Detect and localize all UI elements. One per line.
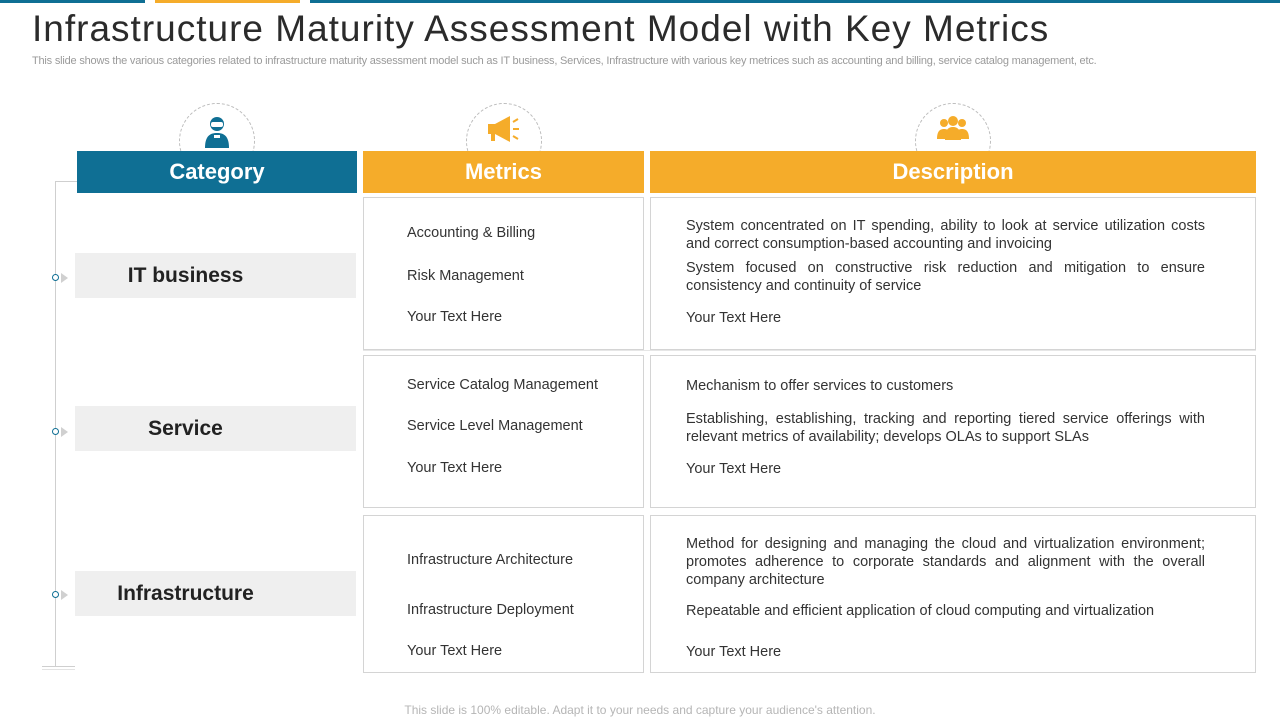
metric-item: Risk Management — [407, 268, 524, 284]
top-accent-bar-middle — [155, 0, 300, 3]
metric-item: Infrastructure Deployment — [407, 602, 574, 618]
timeline-top-connector — [55, 181, 77, 182]
people-group-icon — [936, 114, 970, 144]
description-item: Your Text Here — [686, 644, 782, 660]
metric-item: Your Text Here — [407, 643, 503, 659]
header-metrics: Metrics — [363, 151, 644, 193]
row-separator — [363, 350, 1256, 351]
megaphone-icon — [486, 114, 522, 144]
timeline-base-shadow — [42, 669, 75, 670]
description-item: System concentrated on IT spending, ability to look at service utilization costs and correct consumption-based accounting and invoicing — [686, 218, 1205, 252]
metric-item: Accounting & Billing — [407, 225, 536, 241]
description-item: Your Text Here — [686, 461, 782, 477]
metric-item: Service Catalog Management — [407, 377, 599, 393]
category-service: Service — [75, 406, 356, 451]
page-title: Infrastructure Maturity Assessment Model with Key Metrics — [32, 8, 1050, 49]
header-description: Description — [650, 151, 1256, 193]
timeline-arrow — [61, 427, 68, 437]
timeline-arrow — [61, 590, 68, 600]
category-it-business: IT business — [75, 253, 356, 298]
description-item: Mechanism to offer services to customers — [686, 378, 954, 394]
category-infrastructure: Infrastructure — [75, 571, 356, 616]
timeline-arrow — [61, 273, 68, 283]
page-subtitle: This slide shows the various categories related to infrastructure maturity assessment model such as IT business, Services, Infrastructure with various key metrices such as accounting and billing, service catalog management, etc. — [32, 55, 1097, 67]
footer-note: This slide is 100% editable. Adapt it to your needs and capture your audience's attention. — [404, 703, 876, 717]
timeline-dot — [52, 274, 59, 281]
description-item: Your Text Here — [686, 310, 782, 326]
description-item: System focused on constructive risk reduction and mitigation to ensure consistency and continuity of service — [686, 260, 1205, 294]
person-icon — [203, 114, 231, 148]
metric-item: Service Level Management — [407, 418, 583, 434]
top-accent-bar-right — [310, 0, 1280, 3]
timeline-dot — [52, 591, 59, 598]
metric-item: Your Text Here — [407, 309, 503, 325]
description-item: Repeatable and efficient application of cloud computing and virtualization — [686, 603, 1155, 619]
metric-item: Your Text Here — [407, 460, 503, 476]
description-item: Method for designing and managing the cloud and virtualization environment; promotes adherence to corporate standards and alignment with the overall company architecture — [686, 536, 1205, 588]
timeline-base — [42, 666, 75, 667]
header-category: Category — [77, 151, 357, 193]
top-accent-bar-left — [0, 0, 145, 3]
timeline-dot — [52, 428, 59, 435]
metric-item: Infrastructure Architecture — [407, 552, 574, 568]
description-item: Establishing, establishing, tracking and reporting tiered service offerings with relevant metrics of availability; develops OLAs to support SLAs — [686, 411, 1205, 445]
metrics-box-infrastructure — [363, 515, 644, 673]
